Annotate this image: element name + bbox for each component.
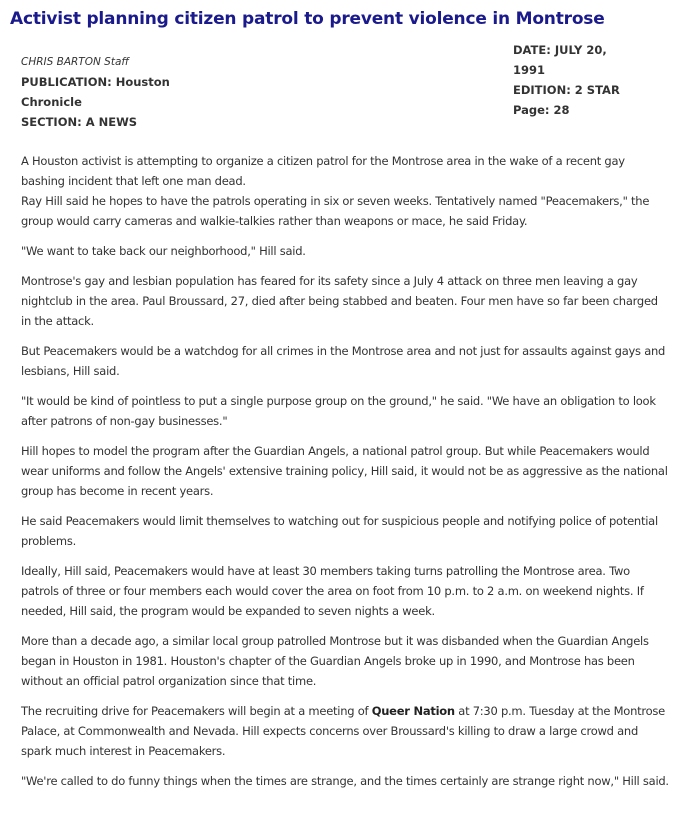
paragraph: Montrose's gay and lesbian population has feared for its safety since a July 4 attack on three men leaving a gay nightclub in the area. Paul Broussard, 27, died after being stabbed and beaten. Four men have so far been charged in the attack.	[21, 274, 658, 328]
article-body	[21, 151, 671, 801]
article-meta-left	[21, 52, 221, 132]
paragraph: "We're called to do funny things when the times are strange, and the times certainly are strange right now," Hill said.	[21, 774, 669, 788]
article-meta-right	[513, 40, 663, 120]
paragraph: A Houston activist is attempting to organize a citizen patrol for the Montrose area in the wake of a recent gay bashing incident that left one man dead.	[21, 154, 625, 188]
paragraph: Hill hopes to model the program after the Guardian Angels, a national patrol group. But while Peacemakers would wear uniforms and follow the Angels' extensive training policy, Hill said, it would not be as aggressive as the national group has become in recent years.	[21, 444, 668, 498]
byline: CHRIS BARTON Staff	[21, 56, 129, 68]
paragraph-text: at 7:30 p.m. Tuesday at the Montrose Palace, at Commonwealth and Nevada. Hill expects concerns over Broussard's killing to draw a large crowd and spark much interest in Peacemakers.	[21, 704, 665, 758]
date-line-1: DATE: JULY 20,	[513, 43, 607, 57]
organization-name: Queer Nation	[371, 704, 455, 718]
paragraph: "We want to take back our neighborhood," Hill said.	[21, 244, 306, 258]
paragraph: Ideally, Hill said, Peacemakers would have at least 30 members taking turns patrolling the Montrose area. Two patrols of three or four members each would cover the area on foot from 10 p.m. to 2 a.m. on weekend nights. If needed, Hill said, the program would be expanded to seven nights a week.	[21, 564, 644, 618]
edition: EDITION: 2 STAR	[513, 83, 620, 97]
paragraph: More than a decade ago, a similar local group patrolled Montrose but it was disbanded when the Guardian Angels began in Houston in 1981. Houston's chapter of the Guardian Angels broke up in 1990, and Montrose has been without an official patrol organization since that time.	[21, 634, 649, 688]
paragraph-text: The recruiting drive for Peacemakers will begin at a meeting of	[21, 704, 372, 718]
paragraph: He said Peacemakers would limit themselves to watching out for suspicious people and notifying police of potential problems.	[21, 514, 658, 548]
paragraph: "It would be kind of pointless to put a single purpose group on the ground," he said. "We have an obligation to look after patrons of non-gay businesses."	[21, 394, 656, 428]
paragraph: Ray Hill said he hopes to have the patrols operating in six or seven weeks. Tentatively named "Peacemakers," the group would carry cameras and walkie-talkies rather than weapons or mace, he said Friday.	[21, 194, 650, 228]
publication-continued: Chronicle	[21, 95, 82, 109]
date-line-2: 1991	[513, 63, 546, 77]
article-headline: Activist planning citizen patrol to prevent violence in Montrose	[10, 9, 605, 29]
section: SECTION: A NEWS	[21, 115, 138, 129]
page-number: Page: 28	[513, 103, 570, 117]
paragraph	[21, 701, 671, 761]
paragraph: But Peacemakers would be a watchdog for all crimes in the Montrose area and not just for assaults against gays and lesbians, Hill said.	[21, 344, 666, 378]
publication: PUBLICATION: Houston	[21, 75, 170, 89]
